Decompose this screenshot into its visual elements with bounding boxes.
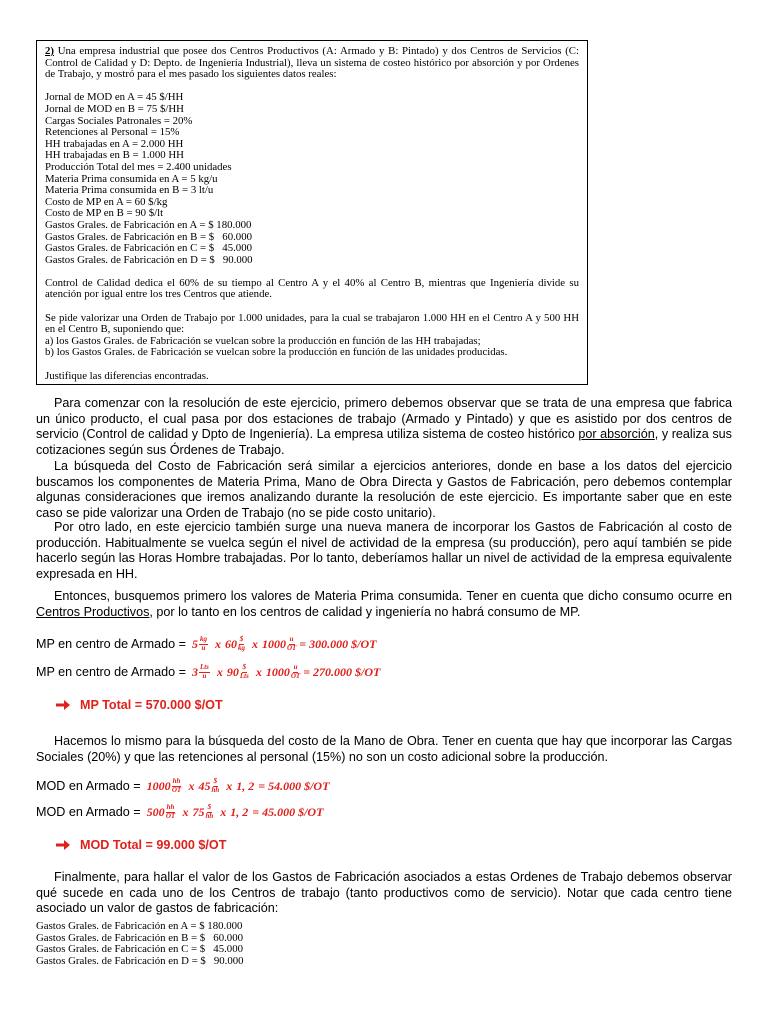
data-line: Retenciones al Personal = 15% [45, 126, 180, 139]
underlined-term: Centros Productivos [36, 604, 150, 619]
fraction: $\frac{hh}{OT}$ [171, 777, 182, 794]
data-line: HH trabajadas en B = 1.000 HH [45, 149, 184, 162]
mod-formula-1-expression: 1000 $\frac{hh}{OT}$ x 45 $\frac{\$}{hh}$ x 1, 2 = 54.000 $/OT [146, 777, 330, 794]
list-item: Gastos Grales. de Fabricación en B = $ 60.000 [36, 931, 243, 944]
problem-box [36, 40, 588, 385]
paragraph-5: Hacemos lo mismo para la búsqueda del costo de la Mano de Obra. Tener en cuenta que hay que incorporar las Cargas Sociales (20%) y que las retenciones al personal (15%) no son un costo adicional sobre la producción. [36, 734, 732, 764]
list-item: Gastos Grales. de Fabricación en D = $ 90.000 [36, 954, 244, 967]
fraction: $\frac{u}{OT}$ [286, 635, 297, 652]
option-a: a) los Gastos Grales. de Fabricación se vuelcan sobre la producción en función de las HH trabajadas; [45, 334, 481, 347]
paragraph-2: La búsqueda del Costo de Fabricación será similar a ejercicios anteriores, donde en base a los datos del ejercicio buscamos los componentes de Materia Prima, Mano de Obra Directa y Gastos de Fabricación, pero debemos contemplar algunas consideraciones que iremos analizando durante la resolución de este ejercicio. Es importante saber que en este caso se pide valorizar una Orden de Trabajo (no se pide costo unitario). [36, 459, 732, 520]
mod-total: MOD Total = 99.000 $/OT [56, 838, 226, 852]
problem-intro: 2) Una empresa industrial que posee dos Centros Productivos (A: Armado y B: Pintado) y dos Centros de Servicios (C: Control de Calidad y D: Depto. de Ingeniería Industrial), lleva un sistema de costeo histórico por absorción y por Ordenes de Trabajo, y mostró para el mes pasado los siguientes datos reales: [45, 45, 579, 81]
mp-total: MP Total = 570.000 $/OT [56, 698, 223, 712]
problem-data-list [45, 92, 579, 266]
data-line: Jornal de MOD en B = 75 $/HH [45, 102, 184, 115]
data-line: HH trabajadas en A = 2.000 HH [45, 137, 184, 150]
paragraph-3: Por otro lado, en este ejercicio también surge una nueva manera de incorporar los Gastos de Fabricación al costo de producción. Habitualmente se vuelca según el nivel de actividad de la empresa (su producción), pero aquí también se pide hacerlo según las Horas Hombre trabajadas. Por lo tanto, deberíamos hallar un nivel de actividad de la empresa equivalente expresada en HH. [36, 520, 732, 581]
list-item: Gastos Grales. de Fabricación en A = $ 180.000 [36, 920, 243, 932]
data-line: Producción Total del mes = 2.400 unidades [45, 160, 232, 173]
fraction: $\frac{\$}{kg}$ [237, 635, 245, 652]
option-b: b) los Gastos Grales. de Fabricación se vuelcan sobre la producción en función de las unidades producidas. [45, 346, 508, 359]
data-line: Jornal de MOD en A = 45 $/HH [45, 91, 184, 104]
mod-formula-1: MOD en Armado = 1000 $\frac{hh}{OT}$ x 45 $\frac{\$}{hh}$ x 1, 2 = 54.000 $/OT [36, 777, 330, 794]
data-line: Materia Prima consumida en B = 3 lt/u [45, 184, 214, 197]
mod-formula-2: MOD en Armado = 500 $\frac{hh}{OT}$ x 75 $\frac{\$}{hh}$ x 1, 2 = 45.000 $/OT [36, 803, 324, 820]
mp-formula-2-expression: 3 $\frac{\text{Lts}}{u}$ x 90 $\frac{\$}{\text{Lts}}$ x 1000 $\frac{u}{OT}$ = 270.000 $/OT [191, 663, 381, 680]
fraction: $\frac{\$}{hh}$ [211, 777, 220, 794]
data-line: Gastos Grales. de Fabricación en D = $ 90.000 [45, 253, 253, 266]
fraction: $\frac{\$}{\text{Lts}}$ [239, 663, 249, 680]
underlined-term: por absorción [578, 427, 655, 442]
problem-number: 2) [45, 45, 54, 57]
quality-text: Control de Calidad dedica el 60% de su tiempo al Centro A y el 40% al Centro B, mientras que Ingeniería divide su atención por igual entre los tres Centros que atiende. [45, 276, 579, 301]
mod-formula-2-expression: 500 $\frac{hh}{OT}$ x 75 $\frac{\$}{hh}$ x 1, 2 = 45.000 $/OT [146, 803, 324, 820]
paragraph-6: Finalmente, para hallar el valor de los Gastos de Fabricación asociados a estas Ordenes de Trabajo debemos observar qué sucede en cada uno de los Centros de trabajo (tanto productivos como de servicio). Notar que cada centro tiene asociado un valor de gastos de fabricación: [36, 870, 732, 916]
right-arrow-icon [56, 700, 70, 710]
paragraph-1: Para comenzar con la resolución de este ejercicio, primero debemos observar que se trata de una empresa que fabrica un único producto, el cual pasa por dos estaciones de trabajo (Armado y Pintado) y que es asistido por dos centros de servicio (Control de calidad y Dpto de Ingeniería). La empresa utiliza sistema de costeo histórico por absorción, y realiza sus cotizaciones según sus Órdenes de Trabajo. [36, 396, 732, 457]
data-line: Gastos Grales. de Fabricación en A = $ 180.000 [45, 218, 252, 231]
fraction: $\frac{\text{Lts}}{u}$ [199, 663, 209, 680]
justify-text: Justifique las diferencias encontradas. [45, 369, 209, 382]
data-line: Costo de MP en A = 60 $/kg [45, 195, 168, 208]
request-text: Se pide valorizar una Orden de Trabajo por 1.000 unidades, para la cual se trabajaron 1.000 HH en el Centro A y 500 HH en el Centro B, suponiendo que: [45, 311, 579, 336]
paragraph-4: Entonces, busquemos primero los valores de Materia Prima consumida. Tener en cuenta que dicho consumo ocurre en Centros Productivos, por lo tanto en los centros de calidad y ingeniería no habrá consumo de MP. [36, 589, 732, 619]
list-item: Gastos Grales. de Fabricación en C = $ 45.000 [36, 943, 243, 956]
mp-formula-2: MP en centro de Armado = 3 $\frac{\text{Lts}}{u}$ x 90 $\frac{\$}{\text{Lts}}$ x 1000 $\frac{u}{OT}$ = 270.000 $/OT [36, 663, 381, 680]
gastos-list [36, 921, 244, 967]
data-line: Costo de MP en B = 90 $/lt [45, 207, 164, 220]
data-line: Cargas Sociales Patronales = 20% [45, 114, 193, 127]
data-line: Materia Prima consumida en A = 5 kg/u [45, 172, 218, 185]
mp-formula-1-expression: 5 $\frac{kg}{u}$ x 60 $\frac{\$}{kg}$ x 1000 $\frac{u}{OT}$ = 300.000 $/OT [191, 635, 377, 652]
fraction: $\frac{kg}{u}$ [199, 635, 207, 652]
data-line: Gastos Grales. de Fabricación en B = $ 60.000 [45, 230, 252, 243]
mp-formula-1: MP en centro de Armado = 5 $\frac{kg}{u}$ x 60 $\frac{\$}{kg}$ x 1000 $\frac{u}{OT}$ = 300.000 $/OT [36, 635, 377, 652]
right-arrow-icon [56, 840, 70, 850]
fraction: $\frac{\$}{hh}$ [205, 803, 214, 820]
fraction: $\frac{hh}{OT}$ [165, 803, 176, 820]
fraction: $\frac{u}{OT}$ [290, 663, 301, 680]
data-line: Gastos Grales. de Fabricación en C = $ 45.000 [45, 242, 252, 255]
